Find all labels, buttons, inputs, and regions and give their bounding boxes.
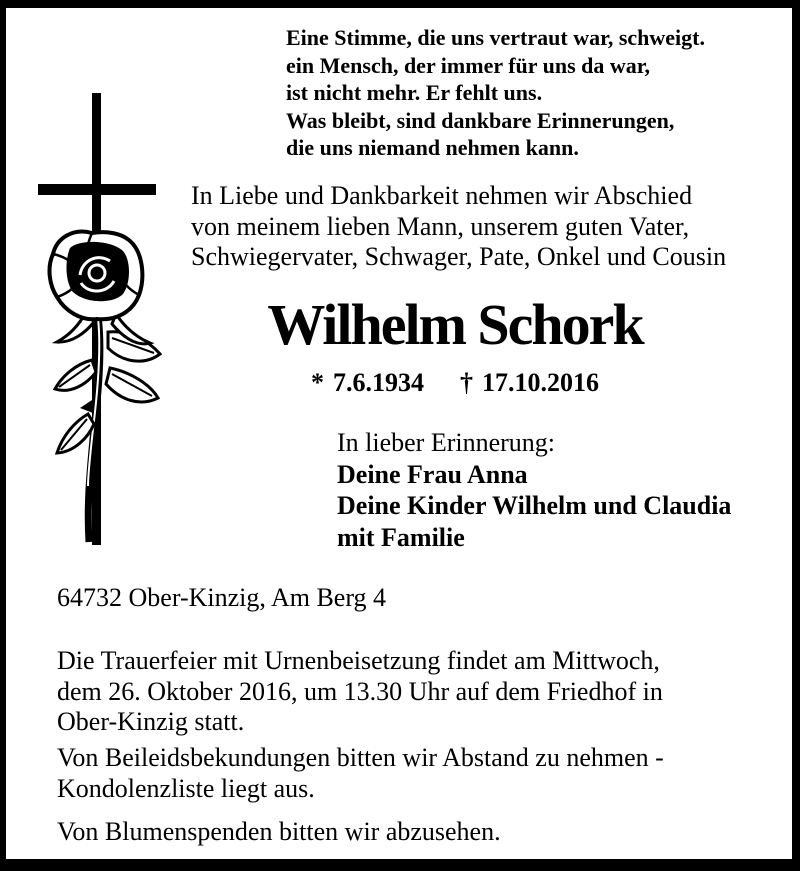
life-dates — [155, 368, 755, 398]
poem-line: die uns niemand nehmen kann. — [286, 135, 579, 160]
poem — [286, 24, 705, 162]
deceased-name: Wilhelm Schork — [267, 292, 643, 357]
death-cross-icon: † — [460, 368, 473, 397]
poem-line: ein Mensch, der immer für uns da war, — [286, 52, 651, 78]
poem-line: Was bleibt, sind dankbare Erinnerungen, — [286, 107, 675, 133]
intro-line: In Liebe und Dankbarkeit nehmen wir Abschied — [191, 181, 693, 210]
funeral-paragraph — [57, 646, 663, 738]
poem-line: ist nicht mehr. Er fehlt uns. — [286, 80, 543, 105]
address-line: 64732 Ober-Kinzig, Am Berg 4 — [57, 583, 387, 612]
memory-section — [337, 427, 731, 553]
mourner-line: mit Familie — [337, 522, 465, 552]
funeral-line: dem 26. Oktober 2016, um 13.30 Uhr auf dem Friedhof in — [57, 676, 663, 706]
intro-line: Schwiegervater, Schwager, Pate, Onkel und Cousin — [191, 242, 727, 271]
death-date — [460, 368, 599, 398]
death-date-value: 17.10.2016 — [482, 368, 599, 397]
intro-line: von meinem lieben Mann, unserem guten Vater, — [191, 211, 690, 241]
condolence-line: Von Beileidsbekundungen bitten wir Abstand zu nehmen - — [57, 743, 664, 772]
funeral-line: Die Trauerfeier mit Urnenbeisetzung findet am Mittwoch, — [57, 646, 660, 675]
flowers-paragraph: Von Blumenspenden bitten wir abzusehen. — [57, 817, 501, 846]
rose-icon — [50, 232, 160, 542]
funeral-line: Ober-Kinzig statt. — [57, 707, 245, 736]
memory-heading: In lieber Erinnerung: — [337, 428, 556, 457]
mourner-line: Deine Frau Anna — [337, 459, 528, 489]
condolence-line: Kondolenzliste liegt aus. — [57, 773, 315, 803]
birth-date-value: 7.6.1934 — [333, 368, 424, 397]
birth-star-icon: * — [311, 368, 324, 397]
condolence-paragraph — [57, 743, 664, 804]
intro-paragraph — [191, 181, 726, 273]
poem-line: Eine Stimme, die uns vertraut war, schweigt. — [286, 25, 705, 50]
birth-date — [311, 368, 424, 398]
mourner-line: Deine Kinder Wilhelm und Claudia — [337, 491, 732, 520]
